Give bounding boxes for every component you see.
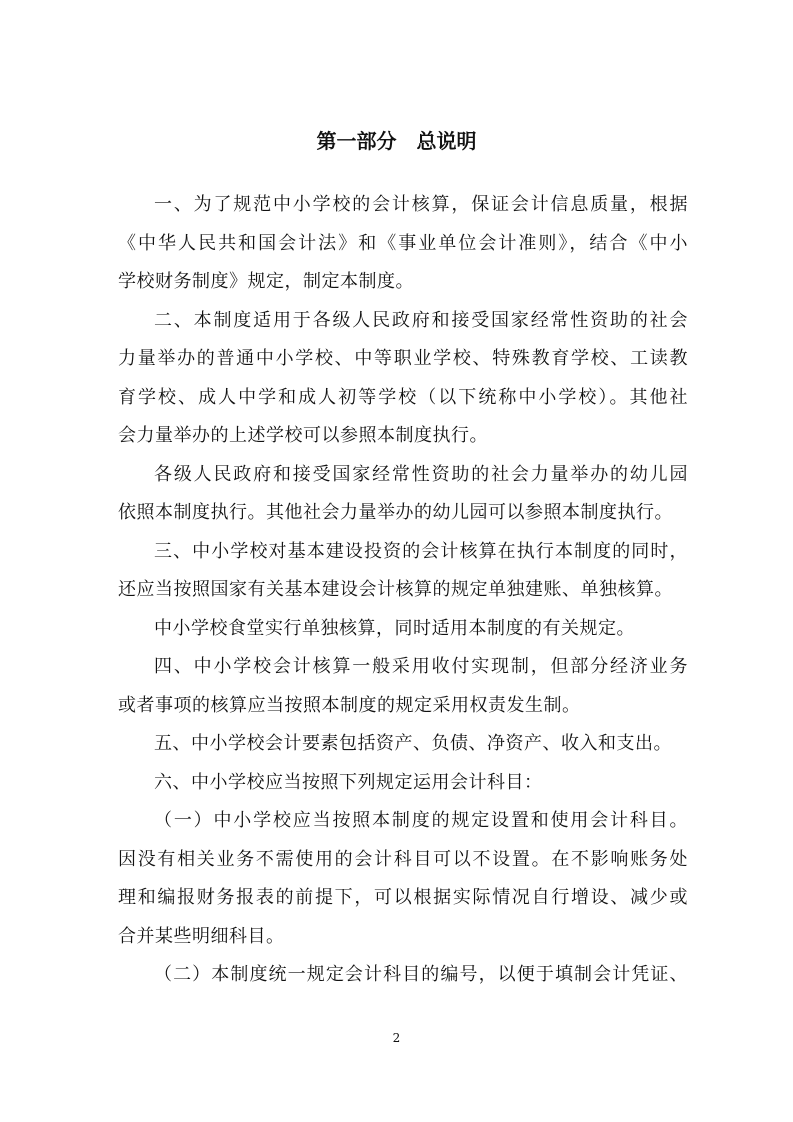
text-line: 育学校、成人中学和成人初等学校（以下统称中小学校）。其他社 xyxy=(118,386,688,408)
text-line: 《中华人民共和国会计法》和《事业单位会计准则》，结合《中小 xyxy=(118,232,688,254)
text-line: 还应当按照国家有关基本建设会计核算的规定单独建账、单独核算。 xyxy=(118,579,673,600)
text-line: 三、中小学校对基本建设投资的会计核算在执行本制度的同时， xyxy=(154,540,688,562)
text-line: （二）本制度统一规定会计科目的编号，以便于填制会计凭证、 xyxy=(154,964,688,985)
text-line: 理和编报财务报表的前提下，可以根据实际情况自行增设、减少或 xyxy=(118,887,688,908)
text-line: 力量举办的普通中小学校、中等职业学校、特殊教育学校、工读教 xyxy=(118,348,688,369)
text-line: 一、为了规范中小学校的会计核算，保证会计信息质量，根据 xyxy=(154,194,688,215)
page-title: 第一部分 总说明 xyxy=(316,129,477,153)
text-line: 因没有相关业务不需使用的会计科目可以不设置。在不影响账务处 xyxy=(118,848,688,870)
document-body xyxy=(118,186,688,995)
text-line: 或者事项的核算应当按照本制度的规定采用权责发生制。 xyxy=(118,694,581,716)
text-line: 中小学校食堂实行单独核算，同时适用本制度的有关规定。 xyxy=(154,617,635,639)
text-line: 五、中小学校会计要素包括资产、负债、净资产、收入和支出。 xyxy=(154,733,672,754)
text-line: 学校财务制度》规定，制定本制度。 xyxy=(118,271,414,292)
text-line: 六、中小学校应当按照下列规定运用会计科目： xyxy=(154,771,543,793)
text-line: （一）中小学校应当按照本制度的规定设置和使用会计科目。 xyxy=(154,810,688,831)
text-line: 合并某些明细科目。 xyxy=(118,925,285,947)
text-line: 各级人民政府和接受国家经常性资助的社会力量举办的幼儿园 xyxy=(154,463,688,485)
text-line: 会力量举办的上述学校可以参照本制度执行。 xyxy=(118,425,488,446)
text-line: 依照本制度执行。其他社会力量举办的幼儿园可以参照本制度执行。 xyxy=(118,502,673,523)
text-line: 二、本制度适用于各级人民政府和接受国家经常性资助的社会 xyxy=(154,309,688,331)
page-number: 2 xyxy=(392,1031,401,1045)
text-line: 四、中小学校会计核算一般采用收付实现制，但部分经济业务 xyxy=(154,656,688,677)
